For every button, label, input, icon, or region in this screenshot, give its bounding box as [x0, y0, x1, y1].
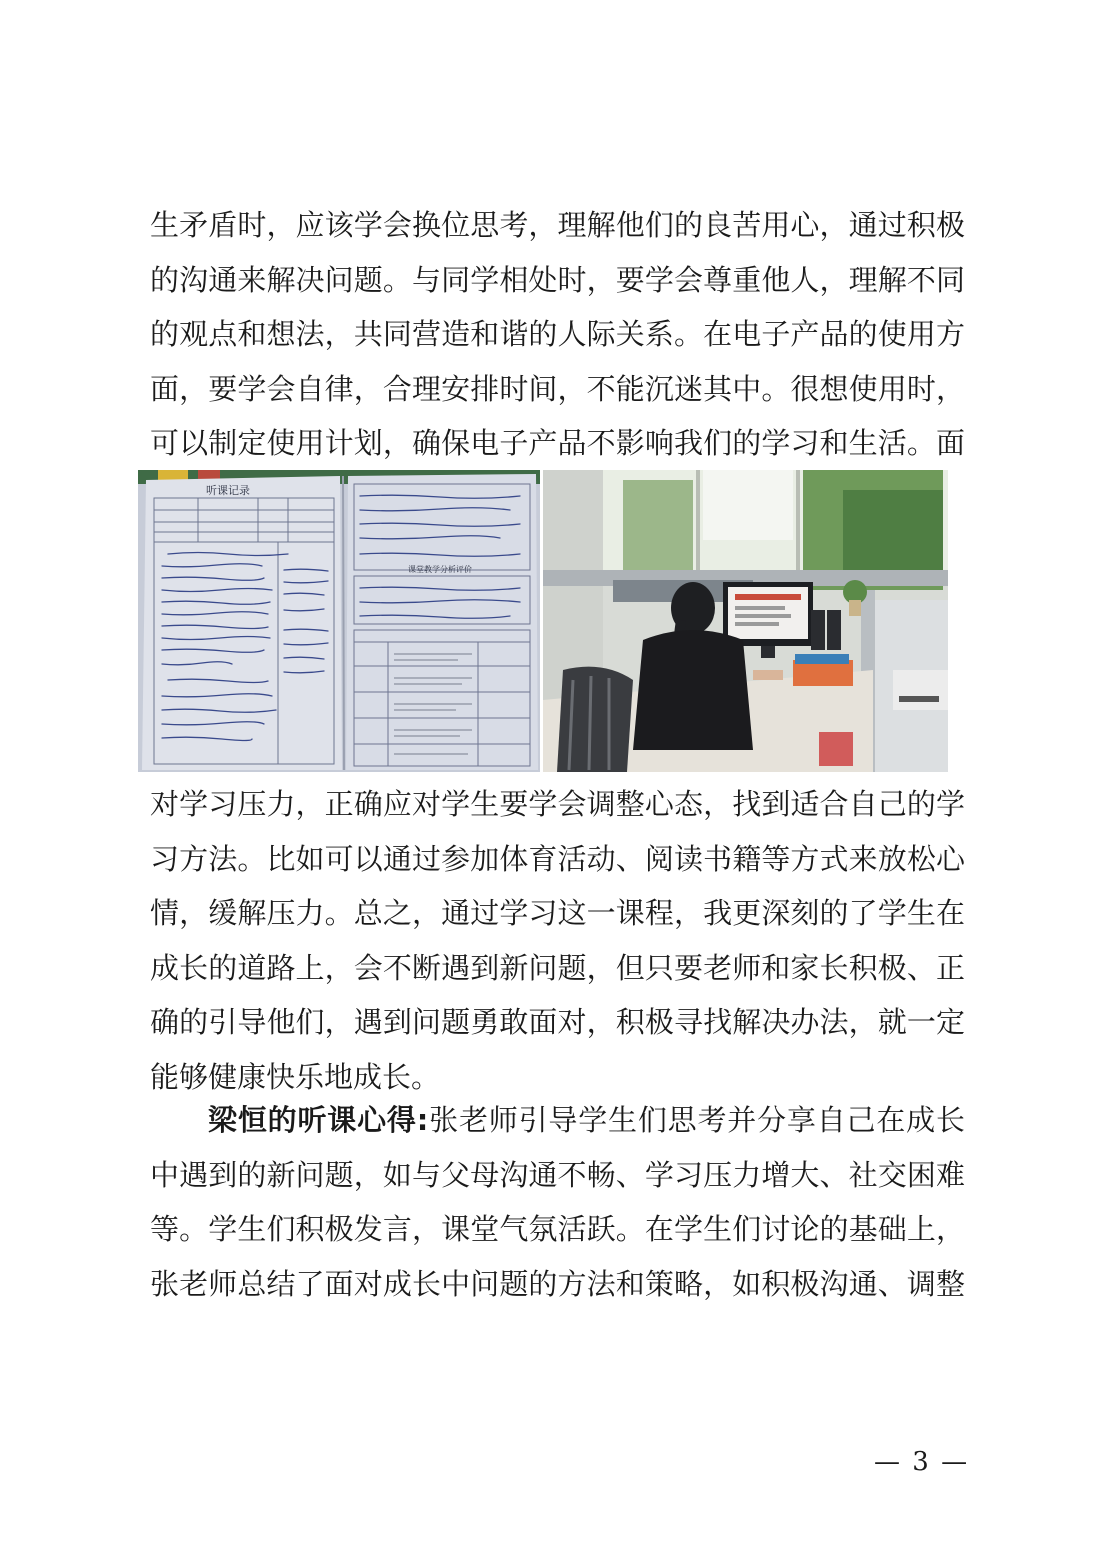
text-line: 面，要学会自律，合理安排时间，不能沉迷其中。很想使用时， — [150, 371, 965, 406]
text-line: 的观点和想法，共同营造和谐的人际关系。在电子产品的使用方 — [150, 317, 965, 351]
photo-strip — [138, 470, 948, 772]
paragraph-top — [150, 198, 965, 471]
text-line: 情，缓解压力。总之，通过学习这一课程，我更深刻的了学生在 — [150, 896, 965, 930]
lesson-notes-photo — [138, 470, 540, 772]
text-line: 可以制定使用计划，确保电子产品不影响我们的学习和生活。面 — [150, 426, 965, 460]
text-line: 的沟通来解决问题。与同学相处时，要学会尊重他人，理解不同 — [150, 262, 965, 297]
paragraph-bottom — [150, 1093, 965, 1311]
text-line: 习方法。比如可以通过参加体育活动、阅读书籍等方式来放松心 — [150, 841, 965, 876]
text-line: 确的引导他们，遇到问题勇敢面对，积极寻找解决办法，就一定 — [150, 1005, 965, 1039]
eval-table-heading: 课堂教学分析评价 — [408, 565, 472, 574]
text-line: 能够健康快乐地成长。 — [150, 1059, 441, 1094]
text-line: 等。学生们积极发言，课堂气氛活跃。在学生们讨论的基础上， — [150, 1212, 965, 1246]
page-number: — 3 — — [874, 1447, 970, 1477]
text-line: 中遇到的新问题，如与父母沟通不畅、学习压力增大、社交困难 — [150, 1157, 965, 1192]
paragraph-first-line-rest: 张老师引导学生们思考并分享自己在成长 — [428, 1103, 965, 1137]
classroom-computer-photo — [543, 470, 948, 772]
paragraph-middle — [150, 777, 965, 1104]
text-line: 生矛盾时，应该学会换位思考，理解他们的良苦用心，通过积极 — [150, 208, 965, 242]
text-line: 对学习压力，正确应对学生要学会调整心态，找到适合自己的学 — [150, 787, 965, 821]
text-line: 张老师总结了面对成长中问题的方法和策略，如积极沟通、调整 — [150, 1266, 965, 1301]
notebook-heading: 听课记录 — [206, 484, 250, 497]
paragraph-lead: 梁恒的听课心得: — [208, 1103, 429, 1137]
text-line: 成长的道路上，会不断遇到新问题，但只要老师和家长积极、正 — [150, 950, 965, 985]
text-line-first — [150, 1093, 965, 1148]
